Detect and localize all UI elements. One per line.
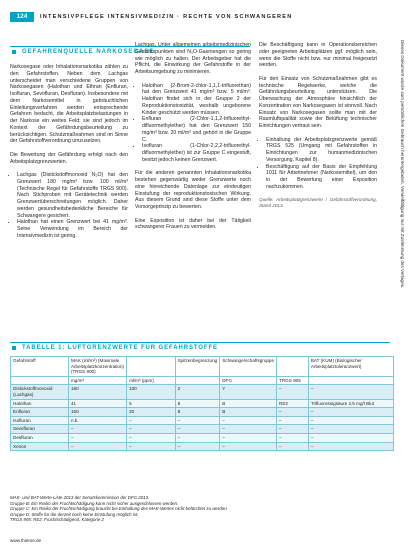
footnote: Gruppe B: Ein Risiko der Fruchtschädigung kann nicht sicher ausgeschlossen werden. — [10, 500, 179, 506]
table-cell: Y — [220, 385, 277, 399]
table-cell: – — [277, 385, 309, 399]
table-cell: – — [277, 416, 309, 425]
column-1 — [10, 64, 128, 246]
table-cell: – — [127, 425, 176, 434]
table-cell: Trifluoressigsäure 2,5 mg/l Blut — [308, 399, 393, 408]
table-cell: – — [68, 442, 126, 451]
table-cell: – — [175, 425, 220, 434]
footnote: TRGS 905: RE2: Fruchtschädigend, Kategorie 2 — [10, 517, 104, 523]
list-item: • Halothan (2-Brom-2-chlor-1,1,1-trifluorethan) hat den Grenzwert 41 mg/m³ bzw. 5 ml/m³. Halothan findet sich in der Gruppe 2 der Reproduktionstoxizität, weshalb ungeborene Kinder geschützt werden müssen. — [142, 83, 251, 117]
table-footnotes — [10, 495, 394, 523]
footnote: MAK- und BAT-Werte-Liste 2013 der Senatskommission der DFG 2013. — [10, 495, 150, 500]
footer-url: www.thieme.de — [10, 538, 42, 543]
table-cell: Enfluran — [11, 408, 69, 417]
list-item: • Enfluran (2-Chlor-1,1,2-trifluorethyl-difluormethylether) hat den Grenzwert 150 mg/m³ bzw. 20 ml/m³ und gehört in die Gruppe C. — [142, 116, 251, 143]
table-cell: Xenon — [11, 442, 69, 451]
footnote: Gruppe C: Ein Risiko der Fruchtschädigung braucht bei Einhaltung des MAK-Wertes nicht befürchtet zu werden. — [10, 506, 228, 512]
table-cell: – — [175, 433, 220, 442]
table-cell: 180 — [68, 385, 126, 399]
table-cell: 8 — [175, 408, 220, 417]
table-cell: 100 — [127, 385, 176, 399]
column-3 — [259, 42, 377, 208]
table-cell: – — [277, 408, 309, 417]
list-item: • Lachgas (Distickstoffmonoxid N₂O) hat den Grenzwert 180 mg/m³ bzw. 100 ml/m³ (Technische Regel für Gefahrstoffe TRGS 900). Nach Stichproben mit Gerätetechnik werden Grenzwertüberschreitungen möglich. Daher werden gesundheitsbedenkliche Bereiche für Schwangere gesichert. — [17, 172, 128, 219]
table-cell: Halothan — [11, 399, 69, 408]
page-header — [10, 12, 399, 22]
table-cell: – — [127, 416, 176, 425]
vertical-note — [397, 40, 407, 540]
table-cell: – — [68, 433, 126, 442]
paragraph: Für den Einsatz von Schutzmaßnahmen gibt es technische Regelwerke, welche die Gefährdungsbeurteilung unterstützen. Die Überwachung der Atmosphäre hinsichtlich der Konzentration von Narkosegasen ist sinnvoll. Nach Einsatz von Narkosegasen sollte man mit der Raumluftqualität sowie der Belüftung technischer Einrichtungen vertraut sein. — [259, 75, 377, 129]
header-cell: MAK (ml/m³) (Maximale Arbeitsplatzkonzentration) (TRGS 900) — [68, 357, 126, 377]
table-cell: – — [308, 433, 393, 442]
table-cell: – — [220, 433, 277, 442]
section-title: GEFAHRENQUELLE NARKOSEGASE — [22, 49, 155, 55]
table-row — [11, 433, 394, 442]
table-row — [11, 425, 394, 434]
table-cell: – — [277, 433, 309, 442]
table-cell: RE2 — [277, 399, 309, 408]
table-cell: B — [220, 408, 277, 417]
header-cell: Spitzenbegrenzung — [175, 357, 220, 377]
paragraph: Die Bewertung der Gefährdung erfolgt nach den Arbeitsplatzgrenzwerten. — [10, 151, 128, 165]
paragraph: Eine Exposition ist daher bei der Tätigkeit schwangerer Frauen zu vermeiden. — [135, 217, 251, 231]
table-row — [11, 416, 394, 425]
table-cell: – — [277, 442, 309, 451]
unit-cell — [11, 376, 69, 385]
square-icon — [12, 346, 16, 350]
table-cell: – — [175, 416, 220, 425]
table-cell: n.b. — [68, 416, 126, 425]
table-cell: 41 — [68, 399, 126, 408]
header-cell: BAT (KUM) (Biologischer Arbeitsplatztoleranzwert) — [308, 357, 393, 377]
table-cell: – — [175, 442, 220, 451]
table-cell: – — [127, 433, 176, 442]
header-cell — [127, 357, 176, 377]
table-cell: – — [308, 416, 393, 425]
table-row — [11, 408, 394, 417]
page-footer — [10, 538, 41, 543]
table-cell: – — [277, 425, 309, 434]
table-cell: Desfluran — [11, 433, 69, 442]
table-cell: – — [308, 442, 393, 451]
table-cell: 150 — [68, 408, 126, 417]
table-body — [11, 385, 394, 451]
vertical-note-text: Dieses Dokument wurde zum persönlichen Gebrauch heruntergeladen. Vervielfältigung nur mit Zustimmung des Verlages. — [400, 40, 405, 289]
header-cell — [277, 357, 309, 377]
table-cell: Isofluran — [11, 416, 69, 425]
column-2 — [135, 42, 251, 238]
page-number: 124 — [10, 12, 34, 22]
paragraph: Für die anderen genannten Inhalationsnarkotika bestehen gegenwärtig weder Grenzwerte noch eine hinreichende Datenlage zur eindeutigen Einstufung der reproduktionstoxischen Wirkung. Aus diesem Grund sind diese Stoffe unter dem Vorsorgeprinzip zu bewerten. — [135, 170, 251, 210]
table-cell: – — [68, 425, 126, 434]
table-cell: – — [220, 442, 277, 451]
table-cell: – — [220, 416, 277, 425]
table-header-row — [11, 357, 394, 377]
table-row — [11, 385, 394, 399]
header-cell: Gefahrstoff — [11, 357, 69, 377]
bullet-list — [10, 172, 128, 240]
footnote: Gruppe D: Stoffe für die derzeit noch keine Einstufung möglich ist. — [10, 511, 139, 517]
table-row — [11, 442, 394, 451]
gas-limits-table — [10, 356, 394, 451]
table-heading — [10, 342, 390, 353]
unit-cell: DFG — [220, 376, 277, 385]
bullet-list — [135, 83, 251, 164]
table-cell: Distickstoffmonoxid (Lachgas) — [11, 385, 69, 399]
paragraph: Narkosegase oder Inhalationsnarkotika zählen zu den Gefahrstoffen. Neben dem Lachgas unterscheidet man verschiedene Gruppen von Narkosegasen (Halothan und Ethran (Enfluran, Isofluran, Sevofluran, Desfluran). Insbesondere mit dem Narkosemittel in gebräuchlichen Einleitungsverfahren werden entsprechende Gefahren bedacht, die Arbeitsplatzbelastungen in der Narkose ein weites Feld; sie sind jedoch im Kontext der Gefährdungsbeurteilung zu berücksichtigen. Schutzmaßnahmen sind im Sinne der Gefahrstoffverordnung umzusetzen. — [10, 64, 128, 145]
table-cell: 20 — [127, 408, 176, 417]
table-cell: – — [308, 408, 393, 417]
list-item: • Halothan hat einen Grenzwert bei 41 mg/m³. Seine Verwendung im Bereich der Intensivmedizin ist gering. — [17, 219, 128, 239]
table-cell: 5 — [127, 399, 176, 408]
table-units-row — [11, 376, 394, 385]
paragraph: Die Beschäftigung kann in Operationsbereichen oder geeigneten Arbeitsplätzen ggf. möglich sein, wenn die Stoffe nicht bzw. nur minimal freigesetzt werden. — [259, 42, 377, 69]
square-icon — [12, 50, 16, 54]
unit-cell — [175, 376, 220, 385]
running-head: INTENSIVPFLEGE INTENSIVMEDIZIN · RECHTE VON SCHWANGEREN — [40, 14, 293, 20]
table-cell: 8 — [175, 399, 220, 408]
table-cell: – — [127, 442, 176, 451]
table-cell: 2 — [175, 385, 220, 399]
table-row — [11, 399, 394, 408]
header-cell: Schwangerschaftsgruppe — [220, 357, 277, 377]
unit-cell — [308, 376, 393, 385]
table-title: TABELLE 1: LUFTGRENZWERTE FÜR GEFAHRSTOFFE — [22, 345, 218, 351]
list-item: • Beschäftigung auf der Basis der Empfehlung 1011 für Arbeitnehmer (Narkosemittel), um den in der Bewertung einer Exposition nachzukommen. — [266, 164, 377, 191]
list-item: • Isofluran (1-Chlor-2,2,2-trifluorethyl-difluormethylether) ist zur Gruppe C eingestuft, besitzt jedoch keinen Grenzwert. — [142, 143, 251, 163]
table-cell: B — [220, 399, 277, 408]
table-cell: – — [220, 425, 277, 434]
unit-cell: TRGS 905 — [277, 376, 309, 385]
bullet-list — [259, 137, 377, 191]
table-cell: – — [308, 385, 393, 399]
list-item: • Einhaltung der Arbeitsplatzgrenzwerte gemäß TRGS 525 (Umgang mit Gefahrstoffen in Einrichtungen zur humanmedizinischen Versorgung, Kapitel 8). — [266, 137, 377, 164]
unit-cell: mg/m³ — [68, 376, 126, 385]
paragraph: Lachgas, Unter allgemeinen arbeitsmedizinischen Gesichtspunkten sind N₂O-Gasmengen so gering wie möglich zu halten. Der Arbeitsgeber hat die Pflicht, die Einwirkung der Gefahrstoffe in der Arbeitsumgebung zu minimieren. — [135, 42, 251, 75]
source-caption: Quelle: Arbeitsplatzgrenzwerte / Gefahrstoffverordnung, Stand 2013. — [259, 197, 377, 208]
table-cell: Sevofluran — [11, 425, 69, 434]
unit-cell: ml/m³ (ppm) — [127, 376, 176, 385]
table-cell: – — [308, 425, 393, 434]
